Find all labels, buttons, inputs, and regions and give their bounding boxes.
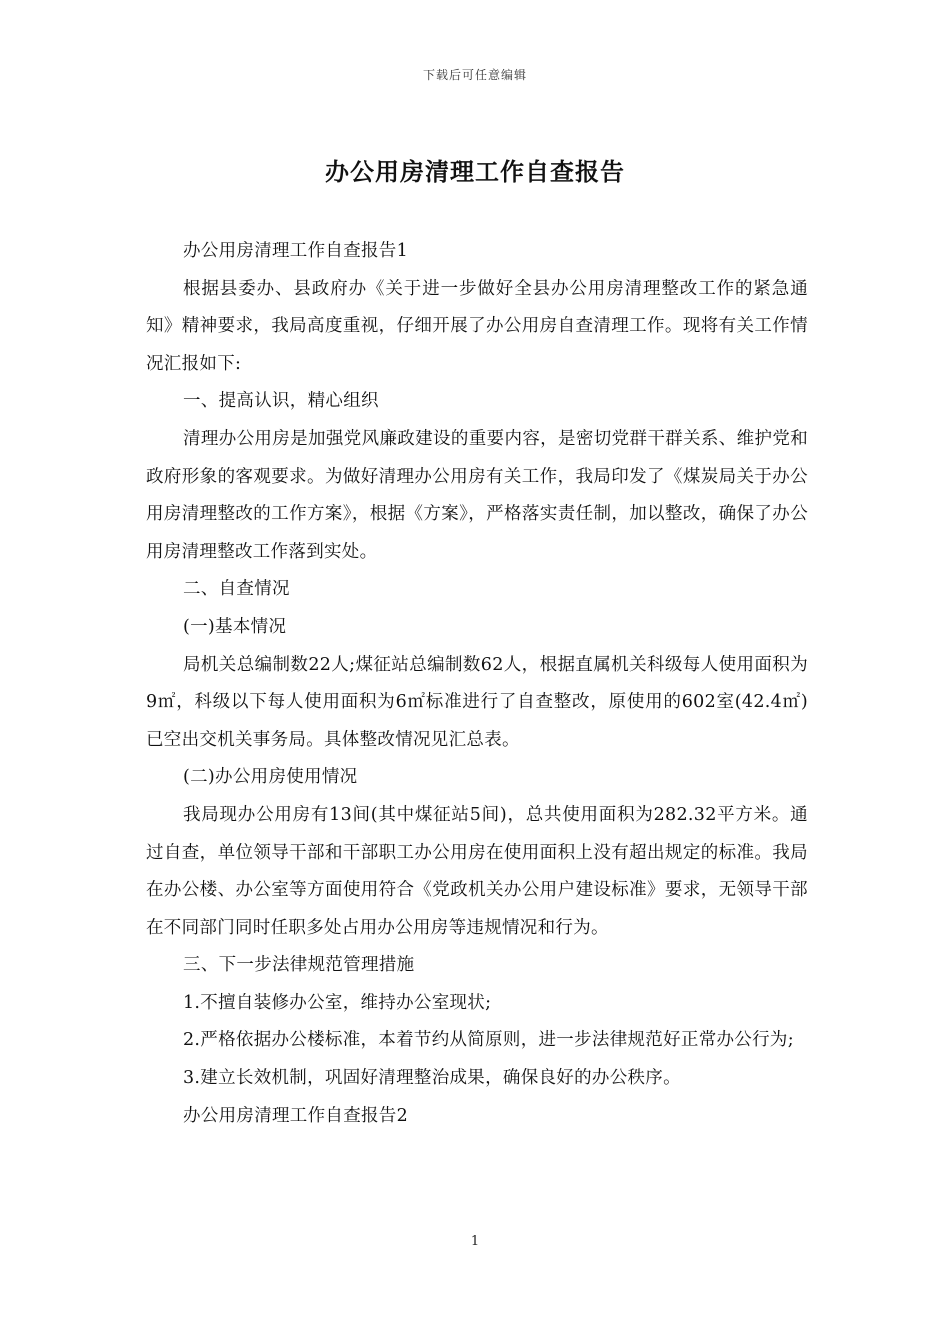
section-1-paragraph: 清理办公用房是加强党风廉政建设的重要内容，是密切党群干群关系、维护党和政府形象的客观要求。为做好清理办公用房有关工作，我局印发了《煤炭局关于办公用房清理整改的工作方案》，根据《方案》，严格落实责任制，加以整改，确保了办公用房清理整改工作落到实处。 bbox=[146, 428, 808, 562]
report-subtitle-1: 办公用房清理工作自查报告1 bbox=[183, 241, 409, 261]
section-heading-3: 三、下一步法律规范管理措施 bbox=[183, 955, 415, 976]
document-title: 办公用房清理工作自查报告 bbox=[325, 157, 625, 186]
header-note: 下载后可任意编辑 bbox=[422, 68, 527, 82]
section-heading-1: 一、提高认识，精心组织 bbox=[183, 391, 379, 412]
measure-item-1: 1.不擅自装修办公室，维持办公室现状; bbox=[183, 992, 492, 1013]
intro-paragraph: 根据县委办、县政府办《关于进一步做好全县办公用房清理整改工作的紧急通知》精神要求，我局高度重视，仔细开展了办公用房自查清理工作。现将有关工作情况汇报如下: bbox=[146, 278, 808, 374]
measure-item-2: 2.严格依据办公楼标准，本着节约从简原则，进一步法律规范好正常办公行为; bbox=[183, 1030, 794, 1051]
usage-paragraph: 我局现办公用房有13间(其中煤征站5间)，总共使用面积为282.32平方米。通过自查，单位领导干部和干部职工办公用房在使用面积上没有超出规定的标准。我局在办公楼、办公室等方面使用符合《党政机关办公用户建设标准》要求，无领导干部在不同部门同时任职多处占用办公用房等违规情况和行为。 bbox=[146, 804, 808, 938]
document-body bbox=[146, 233, 808, 1135]
subsection-heading-basic: (一)基本情况 bbox=[183, 616, 287, 637]
section-heading-2: 二、自查情况 bbox=[183, 579, 290, 600]
measure-item-3: 3.建立长效机制，巩固好清理整治成果，确保良好的办公秩序。 bbox=[183, 1068, 681, 1089]
subsection-heading-usage: (二)办公用房使用情况 bbox=[183, 767, 358, 788]
basic-situation-paragraph: 局机关总编制数22人;煤征站总编制数62人，根据直属机关科级每人使用面积为9㎡，科级以下每人使用面积为6㎡标准进行了自查整改，原使用的602室(42.4㎡)已空出交机关事务局。具体整改情况见汇总表。 bbox=[146, 654, 808, 750]
page-number: 1 bbox=[470, 1234, 480, 1249]
report-subtitle-2: 办公用房清理工作自查报告2 bbox=[183, 1105, 409, 1126]
